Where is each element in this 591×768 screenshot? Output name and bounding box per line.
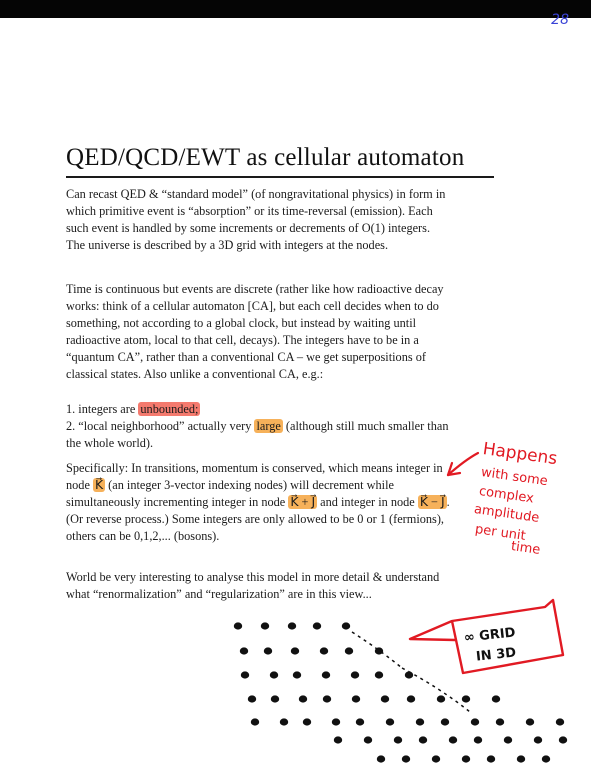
top-scan-border [0,0,591,18]
grid-dot [241,671,249,678]
page-title: QED/QCD/EWT as cellular automaton [66,144,465,171]
grid-dot [386,718,394,725]
page-number: 28 [551,12,569,28]
grid-dot [462,695,470,702]
paragraph-specifically [66,460,450,545]
paragraph-specifically-text [66,460,450,545]
highlight-node-k: K⃗ [94,478,104,492]
grid-dot [332,718,340,725]
grid-dot [264,647,272,654]
grid-dot [526,718,534,725]
specifically-part-3: and integer in node [317,495,418,509]
grid-dot [288,622,296,629]
grid-dot [234,622,242,629]
grid-dot [293,671,301,678]
grid-dot [356,718,364,725]
handwritten-note-line: per unit [474,522,527,544]
grid-dot [402,755,410,762]
handwritten-note-line: complex [478,484,535,507]
grid-dot [437,695,445,702]
handwritten-note-line: Happens [481,439,559,470]
grid-dot [405,671,413,678]
grid-dot [299,695,307,702]
grid-label-line-1: ∞ GRID [463,625,517,646]
title-underline [66,176,494,178]
grid-dot [381,695,389,702]
grid-dot [517,755,525,762]
specifically-part-1: Specifically: In transitions, momentum is conserved, which means integer in node [66,461,443,492]
grid-dot [291,647,299,654]
grid-dot [407,695,415,702]
grid-dot [377,755,385,762]
grid-dot [351,671,359,678]
grid-dot [280,718,288,725]
grid-label-line-2: IN 3D [475,645,517,665]
list-item-1-text: 1. integers are [66,402,139,416]
grid-dot [419,736,427,743]
paragraph-time [66,281,450,383]
paragraph-world-text: World be very interesting to analyse this model in more detail & understand what “renormalization” and “regularization” are in this view... [66,570,440,601]
grid-dot [270,671,278,678]
red-arrow-icon [448,453,478,475]
handwritten-note-line: with some [480,465,549,490]
highlight-unbounded: unbounded; [140,402,199,416]
grid-dot [394,736,402,743]
highlight-node-k-minus-j: K⃗ − J⃗ [419,495,445,509]
grid-label [463,623,519,668]
highlight-node-k-plus-j: K⃗ + J⃗ [290,495,316,509]
grid-dot [504,736,512,743]
grid-dot [556,718,564,725]
grid-dot [271,695,279,702]
grid-dot [534,736,542,743]
grid-dot [496,718,504,725]
list-item [66,401,450,418]
paragraph-intro [66,186,450,254]
grid-dot [449,736,457,743]
grid-dot [492,695,500,702]
list-item-2-suffix: (although still much smaller than the whole world). [66,419,449,450]
grid-dot [334,736,342,743]
grid-dot [375,671,383,678]
grid-dot [432,755,440,762]
grid-dot [313,622,321,629]
grid-dot [471,718,479,725]
grid-dot [559,736,567,743]
list-item-2-text: 2. “local neighborhood” actually very [66,419,255,433]
grid-dot [487,755,495,762]
grid-dot [375,647,383,654]
dot-grid [234,622,567,762]
specifically-part-4: . (Or reverse process.) Some integers are only allowed to be 0 or 1 (fermions), others can be 0,1,2,... (bosons). [66,495,450,543]
paragraph-intro-text: Can recast QED & “standard model” (of nongravitational physics) in form in which primitive event is “absorption” or its time-reversal (emission). Each such event is handled by some increments or decrements of O(1) integers. The universe is described by a 3D grid with integers at the nodes. [66,187,446,252]
grid-dot [261,622,269,629]
paragraph-time-text: Time is continuous but events are discrete (rather like how radioactive decay works: think of a cellular automaton [CA], but each cell decides when to do something, not according to a global clock, but instead by waiting until radioactive atom, local to that cell, decays). The integers have to be in a “quantum CA”, rather than a conventional CA – we get superpositions of classical states. Also unlike a conventional CA, e.g.: [66,282,444,381]
grid-dot [303,718,311,725]
grid-dot [345,647,353,654]
grid-dot [462,755,470,762]
differences-list [66,401,450,452]
grid-dot [352,695,360,702]
grid-dot [323,695,331,702]
handwritten-note-line: time [510,539,542,558]
grid-dot [416,718,424,725]
grid-dot [342,622,350,629]
grid-dot [251,718,259,725]
grid-dot [240,647,248,654]
grid-edge-line [352,632,470,712]
grid-dot [322,671,330,678]
list-item [66,418,450,452]
grid-dot [320,647,328,654]
grid-dot [441,718,449,725]
highlight-large: large [256,419,281,433]
grid-dot [248,695,256,702]
paragraph-world [66,569,450,603]
grid-dot [474,736,482,743]
grid-dot [364,736,372,743]
specifically-part-2: (an integer 3-vector indexing nodes) will decrement while simultaneously incrementing integer in node [66,478,394,509]
handwritten-note-line: amplitude [473,502,541,527]
grid-dot [542,755,550,762]
